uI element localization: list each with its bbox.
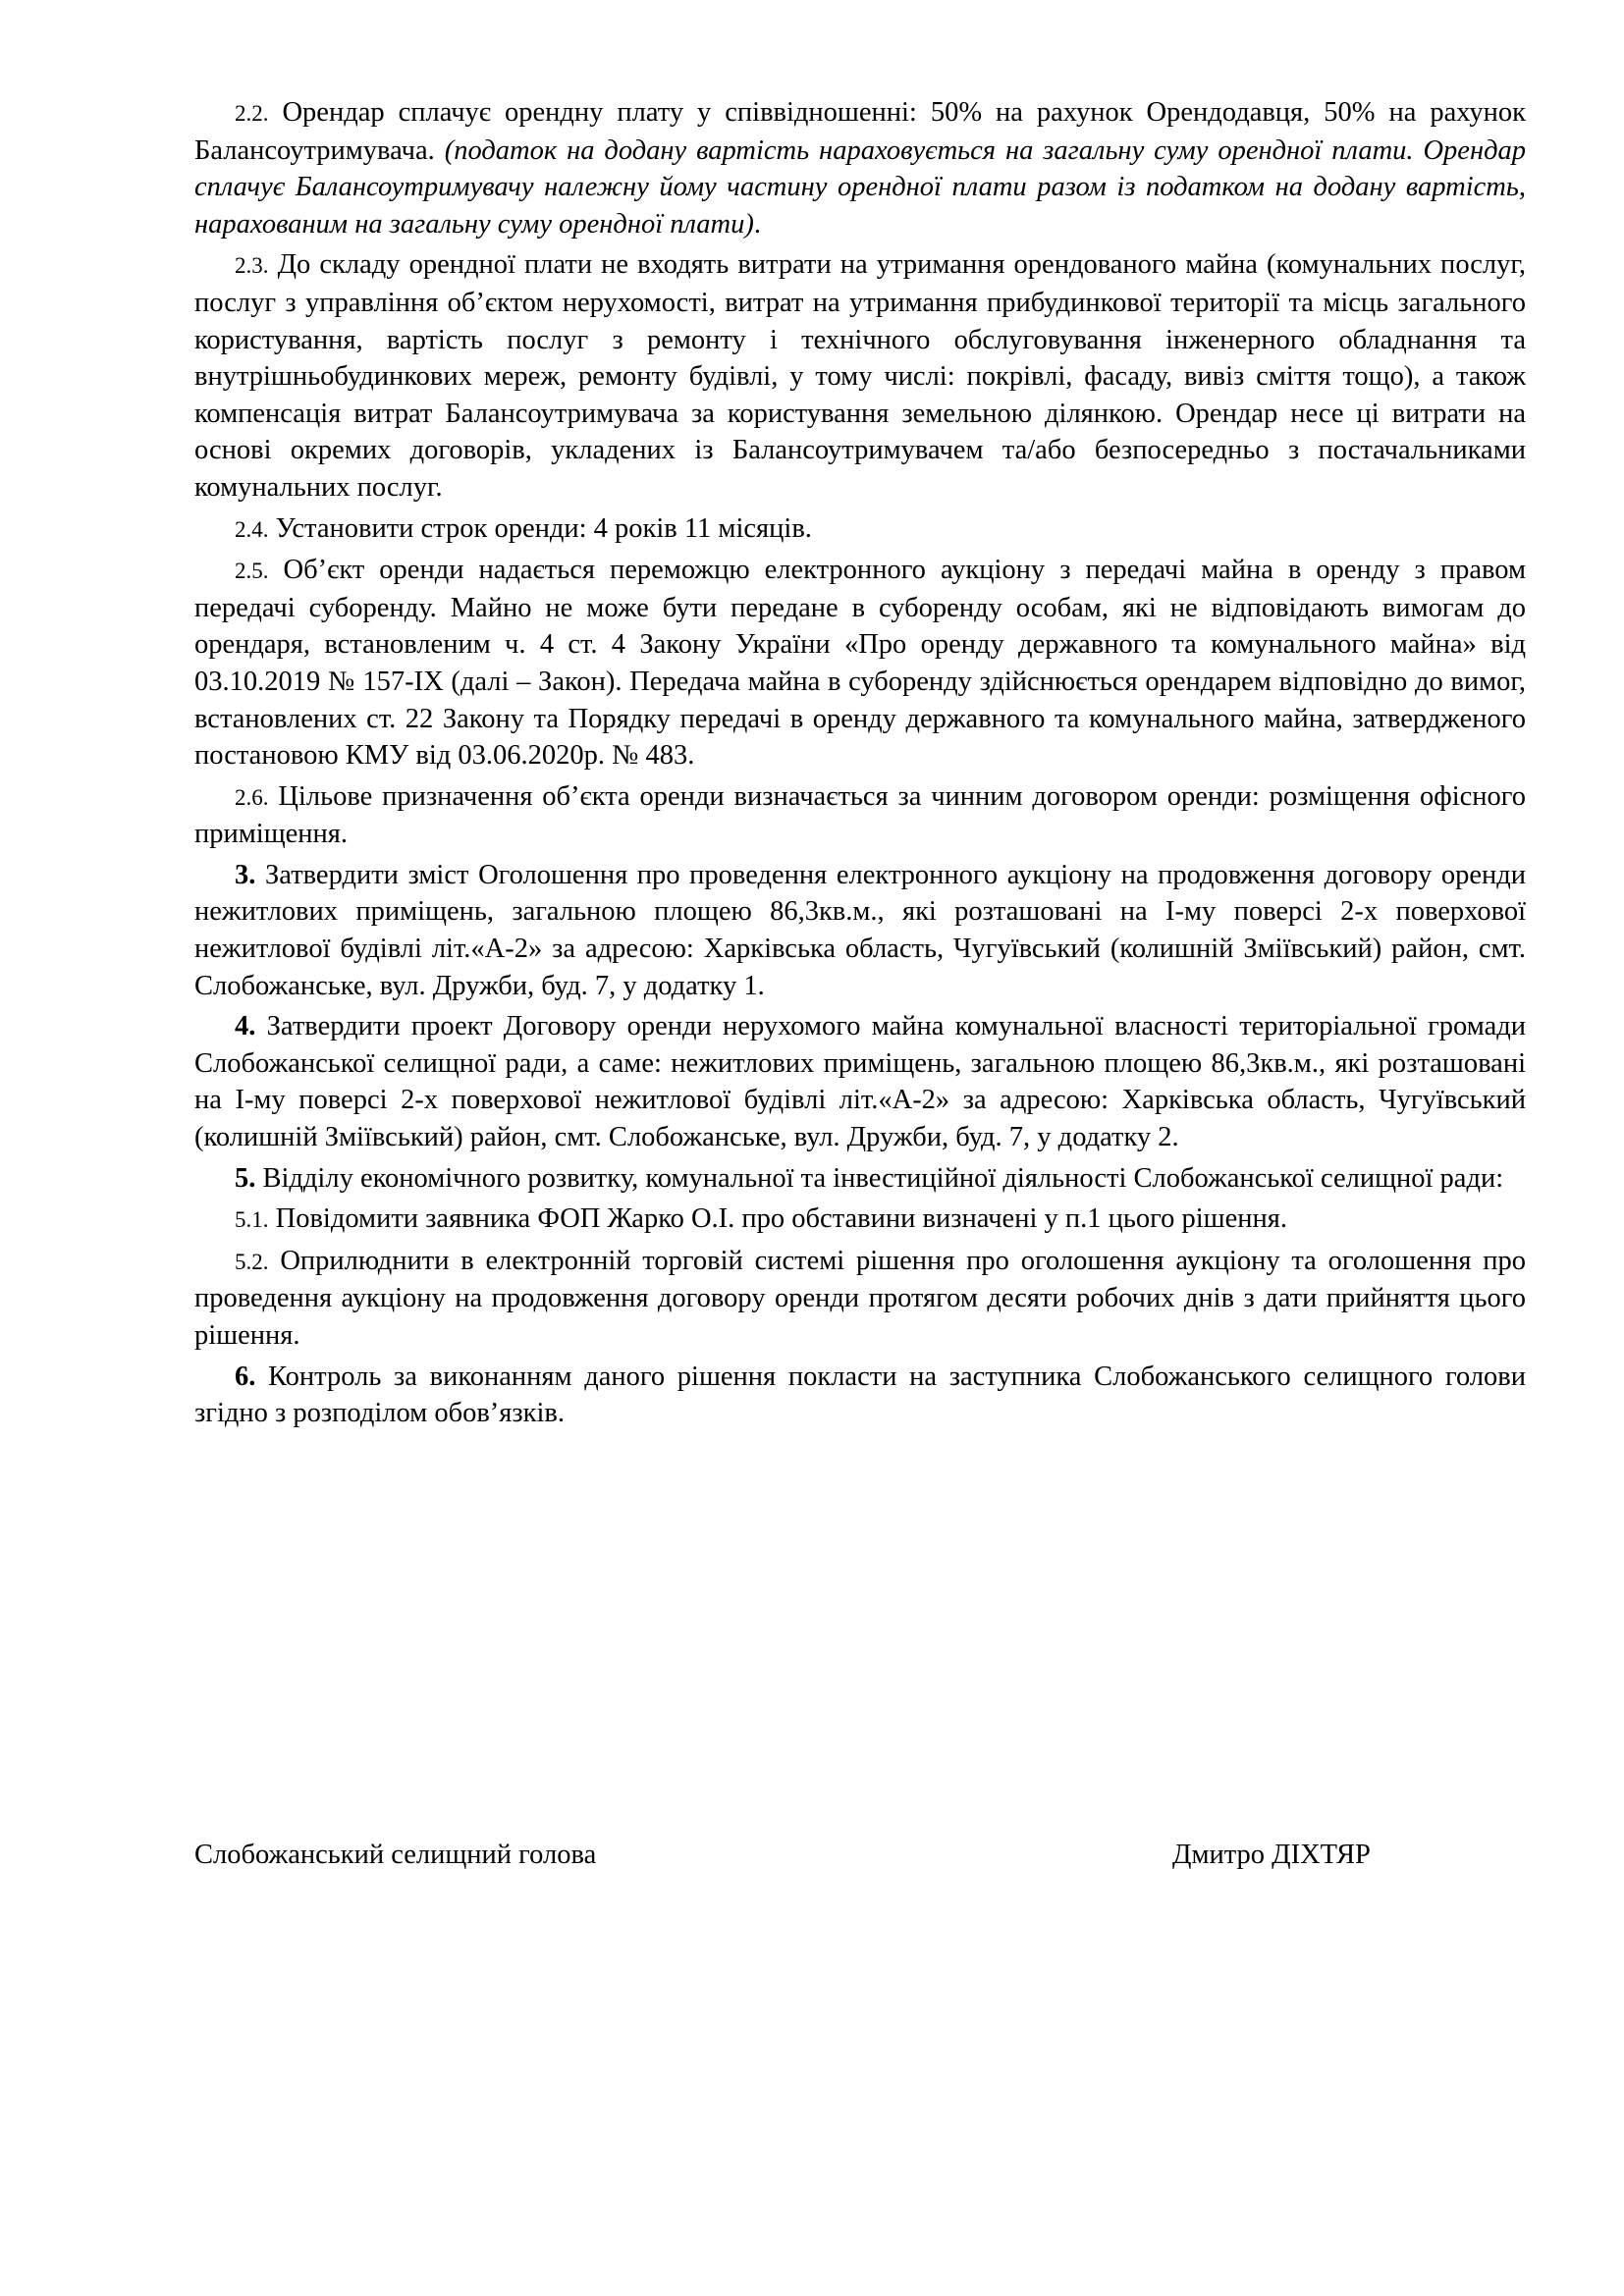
paragraph-number: 2.6. bbox=[235, 784, 269, 810]
paragraph-text: Затвердити проект Договору оренди нерухомого майна комунальної власності територіальної громади Слобожанської селищної ради, а саме: нежитлових приміщень, загальною площею 86,3кв.м., які розташовані на І-му поверсі 2-х поверхової нежитлової будівлі літ.«А-2» за адресою: Харківська область, Чугуївський (колишній Зміївський) район, смт. Слобожанське, вул. Дружби, буд. 7, у додатку 2. bbox=[194, 1011, 1527, 1153]
paragraph-5 bbox=[194, 1160, 1526, 1198]
paragraph-2-3 bbox=[194, 246, 1526, 506]
paragraph-number: 6. bbox=[235, 1361, 256, 1392]
paragraph-4 bbox=[194, 1008, 1526, 1155]
paragraph-number: 3. bbox=[235, 859, 256, 890]
paragraph-number: 4. bbox=[235, 1011, 256, 1042]
paragraph-number: 2.3. bbox=[235, 253, 269, 279]
paragraph-2-2 bbox=[194, 94, 1526, 242]
paragraph-italic-note: (податок на додану вартість нараховується на загальну суму орендної плати. Орендар сплачує Балансоутримувачу належну йому частину орендної плати разом із податком на додану вартість, нарахованим на загальну суму орендної плати) bbox=[194, 134, 1527, 240]
paragraph-5-2 bbox=[194, 1243, 1526, 1355]
paragraph-text: Установити строк оренди: 4 років 11 місяців. bbox=[275, 512, 812, 544]
paragraph-end: . bbox=[753, 208, 761, 240]
paragraph-5-1 bbox=[194, 1201, 1526, 1239]
document-body bbox=[194, 94, 1526, 1436]
signatory-position: Слобожанський селищний голова bbox=[194, 1840, 597, 1870]
paragraph-number: 5. bbox=[235, 1162, 256, 1194]
paragraph-text: Контроль за виконанням даного рішення покласти на заступника Слобожанського селищного голови згідно з розподілом обов’язків. bbox=[194, 1361, 1526, 1429]
paragraph-3 bbox=[194, 857, 1526, 1004]
paragraph-text: Оприлюднити в електронній торговій системі рішення про оголошення аукціону та оголошення про проведення аукціону на продовження договору оренди протягом десяти робочих днів з дати прийняття цього рішення. bbox=[194, 1245, 1527, 1351]
paragraph-number: 2.4. bbox=[235, 516, 269, 542]
paragraph-text: Відділу економічного розвитку, комунальної та інвестиційної діяльності Слобожанської селищної ради: bbox=[262, 1162, 1504, 1194]
paragraph-number: 2.2. bbox=[235, 101, 269, 126]
paragraph-text: Орендар сплачує орендну плату у співвідношенні: 50% на рахунок Орендодавця, 50% на рахунок Балансоутримувача. bbox=[194, 97, 1526, 166]
paragraph-2-4 bbox=[194, 510, 1526, 549]
paragraph-number: 2.5. bbox=[235, 559, 269, 584]
paragraph-text: Цільове призначення об’єкта оренди визначається за чинним договором оренди: розміщення офісного приміщення. bbox=[194, 780, 1527, 850]
paragraph-2-5 bbox=[194, 552, 1526, 774]
paragraph-text: Повідомити заявника ФОП Жарко О.І. про обставини визначені у п.1 цього рішення. bbox=[275, 1203, 1287, 1235]
signatory-name: Дмитро ДІХТЯР bbox=[1172, 1840, 1371, 1870]
paragraph-number: 5.1. bbox=[235, 1207, 269, 1233]
paragraph-text: Об’єкт оренди надається переможцю електронного аукціону з передачі майна в оренду з правом передачі суборенду. Майно не може бути передане в суборенду особам, які не відповідають вимогам до орендаря, встановленим ч. 4 ст. 4 Закону України «Про оренду державного та комунального майна» від 03.10.2019 № 157-IX (далі – Закон). Передача майна в суборенду здійснюється орендарем відповідно до вимог, встановлених ст. 22 Закону та Порядку передачі в оренду державного та комунального майна, затвердженого постановою КМУ від 03.06.2020р. № 483. bbox=[194, 555, 1526, 772]
paragraph-2-6 bbox=[194, 778, 1526, 853]
paragraph-text: Затвердити зміст Оголошення про проведення електронного аукціону на продовження договору оренди нежитлових приміщень, загальною площею 86,3кв.м., які розташовані на І-му поверсі 2-х поверхової нежитлової будівлі літ.«А-2» за адресою: Харківська область, Чугуївський (колишній Зміївський) район, смт. Слобожанське, вул. Дружби, буд. 7, у додатку 1. bbox=[194, 859, 1527, 1001]
paragraph-text: До складу орендної плати не входять витрати на утримання орендованого майна (комунальних послуг, послуг з управління об’єктом нерухомості, витрат на утримання прибудинкової території та місць загального користування, вартість послуг з ремонту і технічного обслуговування інженерного обладнання та внутрішньобудинкових мереж, ремонту будівлі, у тому числі: покрівлі, фасаду, вивіз сміття тощо), а також компенсація витрат Балансоутримувача за користування земельною ділянкою. Орендар несе ці витрати на основі окремих договорів, укладених із Балансоутримувачем та/або безпосередньо з постачальниками комунальних послуг. bbox=[194, 249, 1526, 503]
paragraph-number: 5.2. bbox=[235, 1249, 269, 1274]
paragraph-6 bbox=[194, 1359, 1526, 1432]
